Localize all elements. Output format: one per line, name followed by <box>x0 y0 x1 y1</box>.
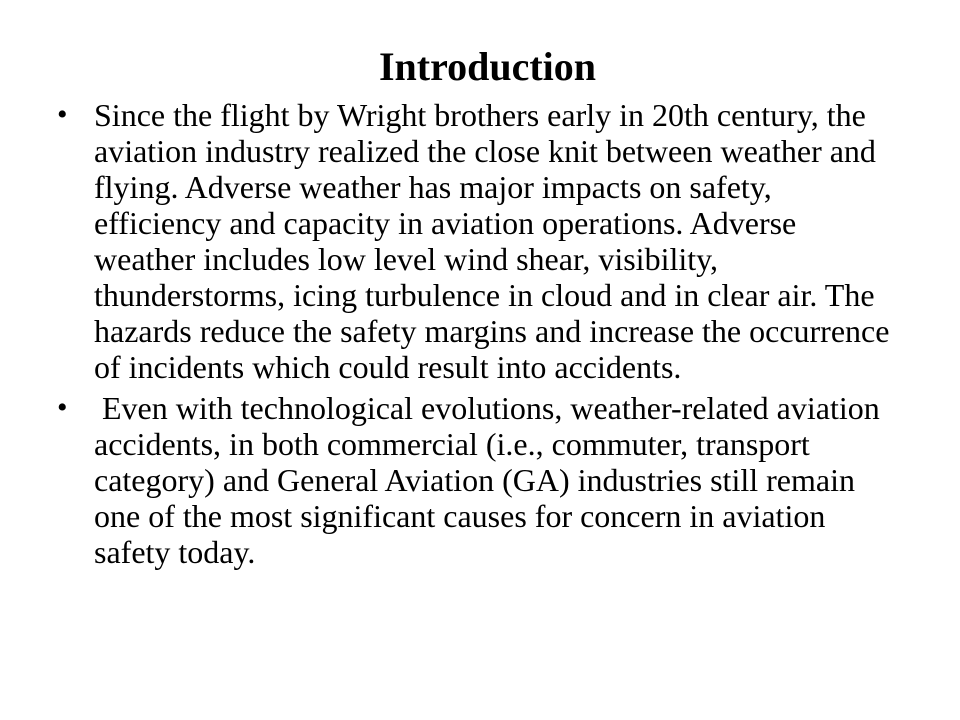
slide-title: Introduction <box>378 44 597 89</box>
bullet-item <box>0 97 904 385</box>
bullet-item <box>0 390 904 570</box>
bullet-icon: • <box>57 98 68 131</box>
bullet-text: Since the flight by Wright brothers early in 20th century, the aviation industry realized the close knit between weather and flying. Adverse weather has major impacts on safety, efficiency and capacity in aviation operations. Adverse weather includes low level wind shear, visibility, thunderstorms, icing turbulence in cloud and in clear air. The hazards reduce the safety margins and increase the occurrence of incidents which could result into accidents. <box>94 97 898 385</box>
bullet-icon: • <box>57 391 68 424</box>
bullet-list <box>0 97 960 570</box>
bullet-text: Even with technological evolutions, weather-related aviation accidents, in both commercial (i.e., commuter, transport category) and General Aviation (GA) industries still remain one of the most significant causes for concern in aviation safety today. <box>94 390 888 570</box>
